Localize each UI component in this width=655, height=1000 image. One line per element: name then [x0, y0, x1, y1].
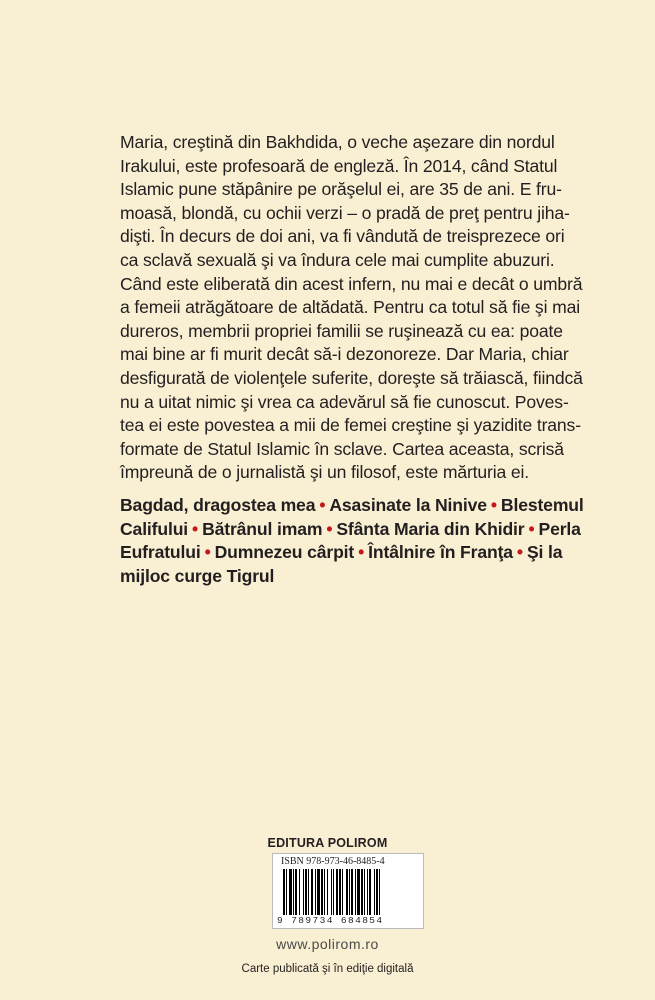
barcode-bar — [315, 869, 316, 915]
isbn-text: ISBN 978-973-46-8485-4 — [281, 856, 385, 867]
barcode-bar — [346, 869, 348, 915]
barcode-bar — [293, 869, 294, 915]
barcode-bars — [283, 869, 413, 915]
barcode-bar — [339, 869, 341, 915]
barcode-bar — [308, 869, 309, 915]
barcode-bar — [336, 869, 338, 915]
titles-line — [120, 541, 563, 565]
bullet-separator: • — [192, 518, 199, 539]
book-title: Asasinate la Ninive — [329, 495, 487, 515]
barcode-bar — [305, 869, 307, 915]
barcode-bar — [379, 869, 380, 915]
publisher-website: www.polirom.ro — [276, 936, 379, 952]
book-title: Bătrânul imam — [202, 518, 323, 539]
titles-line — [120, 518, 581, 542]
blurb-line: Irakului, este profesoară de engleză. În 2014, când Statul — [120, 155, 558, 176]
bullet-separator: • — [528, 518, 535, 539]
barcode-bar — [331, 869, 332, 915]
barcode-bar — [317, 869, 320, 915]
barcode-bar — [349, 869, 350, 915]
blurb-line: ca sclavă sexuală şi va îndura cele mai cumplite abuzuri. — [120, 249, 555, 270]
barcode-bar — [374, 869, 375, 915]
book-title: Dumnezeu cârpit — [214, 542, 355, 563]
blurb-line: Când este eliberată din acest infern, nu mai e decât o umbră — [120, 273, 583, 294]
barcode-bar — [357, 869, 360, 915]
book-title: Bagdad, dragostea mea — [120, 495, 316, 515]
titles-line — [120, 494, 584, 518]
book-title: Blestemul — [500, 495, 584, 515]
blurb-line: Maria, creştină din Bakhdida, o veche aşezare din nordul — [120, 132, 555, 152]
barcode-bar — [311, 869, 313, 915]
barcode-bar — [355, 869, 356, 915]
bullet-separator: • — [204, 542, 211, 563]
book-title: Eufratului — [120, 542, 201, 563]
barcode-bar — [324, 869, 325, 915]
barcode-bar — [342, 869, 343, 915]
barcode-bar — [283, 869, 285, 915]
barcode-bar — [286, 869, 287, 915]
barcode-bar — [299, 869, 300, 915]
barcode-bar — [369, 869, 371, 915]
barcode-bar — [303, 869, 304, 915]
barcode-bar — [367, 869, 368, 915]
bullet-separator: • — [516, 542, 523, 563]
blurb-line: dureros, membrii propriei familii se ruşinează cu ea: poate — [120, 320, 563, 341]
book-title: mijloc curge Tigrul — [120, 565, 275, 586]
blurb-line: a femeii atrăgătoare de altădată. Pentru ca totul să fie şi mai — [120, 297, 580, 318]
barcode-bar — [321, 869, 323, 915]
barcode-number: 9 789734 684854 — [277, 915, 384, 926]
publisher-name: EDITURA POLIROM — [267, 836, 388, 850]
barcode-bar — [333, 869, 334, 915]
blurb-line: formate de Statul Islamic în sclave. Cartea aceasta, scrisă — [120, 438, 564, 459]
blurb-line: desfigurată de violenţele suferite, doreşte să trăiască, fiindcă — [120, 367, 583, 388]
blurb-line: nu a uitat nimic şi vrea ca adevărul să fie cunoscut. Poves- — [120, 391, 569, 412]
digital-edition-note: Carte publicată şi în ediţie digitală — [241, 963, 414, 975]
barcode-bar — [295, 869, 297, 915]
book-title: Şi la — [526, 542, 563, 563]
titles-line — [120, 565, 540, 589]
blurb-line: tea ei este povestea a mii de femei creştine şi yazidite trans- — [120, 415, 581, 436]
back-cover-blurb — [120, 131, 583, 485]
barcode-bar — [364, 869, 365, 915]
book-title: Întâlnire în Franţa — [368, 542, 513, 563]
blurb-line: dişti. În decurs de doi ani, va fi vândută de treisprezece ori — [120, 226, 565, 247]
book-title: Sfânta Maria din Khidir — [336, 518, 525, 539]
bullet-separator: • — [326, 518, 333, 539]
book-series-titles — [120, 494, 584, 588]
blurb-line: împreună de o jurnalistă şi un filosof, este mărturia ei. — [120, 462, 530, 483]
bullet-separator: • — [358, 542, 365, 563]
barcode-label — [272, 853, 424, 929]
bullet-separator: • — [319, 495, 326, 515]
book-title: Califului — [120, 518, 189, 539]
barcode-bar — [376, 869, 378, 915]
blurb-line: Islamic pune stăpânire pe orăşelul ei, are 35 de ani. E fru- — [120, 179, 562, 200]
barcode-bar — [289, 869, 292, 915]
blurb-line: mai bine ar fi murit decât să-i dezonoreze. Dar Maria, chiar — [120, 344, 569, 365]
book-title: Perla — [538, 518, 581, 539]
blurb-line: moasă, blondă, cu ochii verzi – o pradă de preţ pentru jiha- — [120, 202, 570, 223]
bullet-separator: • — [490, 495, 497, 515]
barcode-bar — [361, 869, 363, 915]
barcode-bar — [327, 869, 328, 915]
barcode-bar — [351, 869, 353, 915]
